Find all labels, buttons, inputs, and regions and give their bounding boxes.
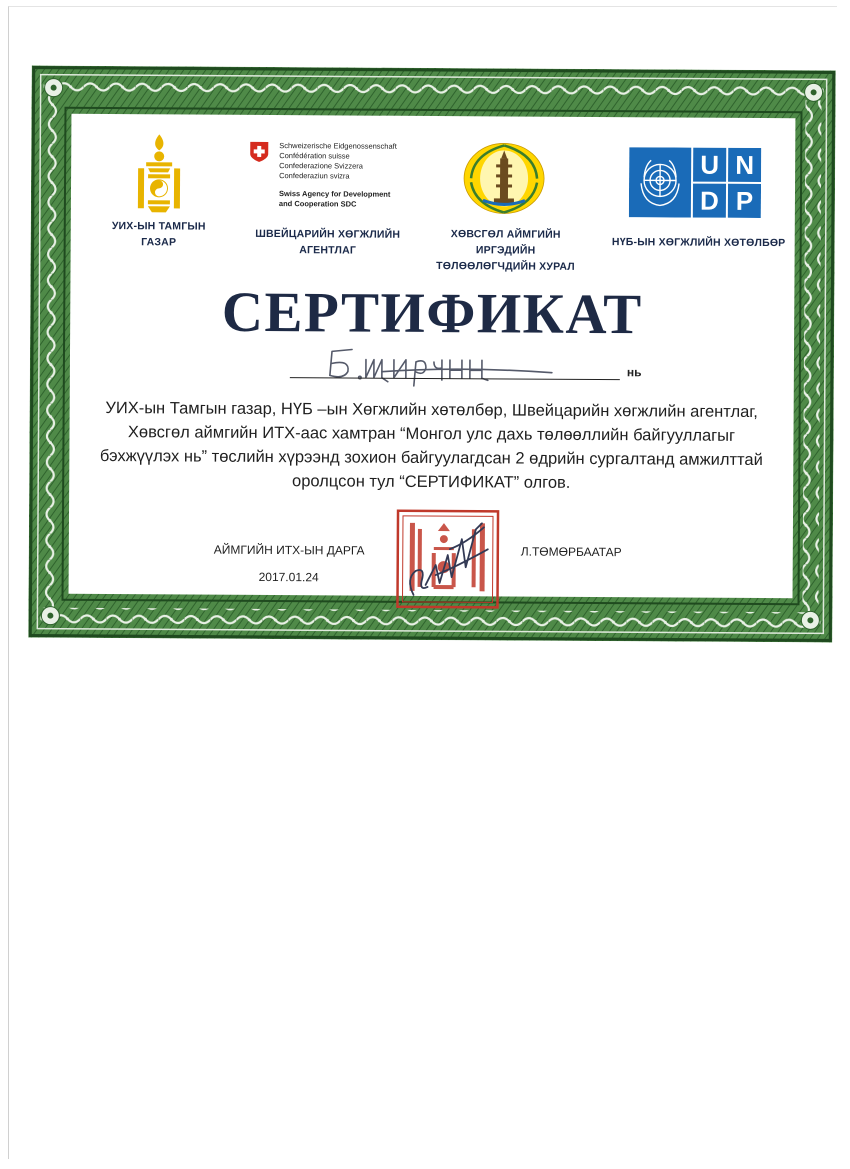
certificate-date: 2017.01.24 — [258, 569, 319, 585]
recipient-name-suffix: нь — [626, 365, 642, 380]
khuvsgul-emblem-icon — [461, 140, 547, 217]
org-label-line: ХӨВСГӨЛ АЙМГИЙН ИРГЭДИЙН — [450, 228, 561, 257]
sdc-name-line: Schweizerische Eidgenossenschaft — [279, 141, 397, 151]
undp-letter: P — [735, 185, 754, 216]
sdc-agency-line: and Cooperation SDC — [278, 199, 357, 209]
undp-letter: D — [699, 185, 719, 216]
org-label-parliament — [96, 218, 222, 251]
org-label-undp — [609, 234, 789, 251]
signatory-name: Л.ТӨМӨРБААТАР — [520, 544, 622, 560]
org-label-line: ТӨЛӨӨЛӨГЧДИЙН ХУРАЛ — [436, 260, 575, 273]
undp-letter: U — [700, 149, 720, 180]
org-label-line: УИХ-ЫН ТАМГЫН — [111, 220, 206, 233]
org-label-sdc — [253, 226, 403, 259]
swiss-flag-icon — [249, 141, 269, 163]
signatory-title: АЙМГИЙН ИТХ-ЫН ДАРГА — [213, 542, 365, 558]
certificate-title: СЕРТИФИКАТ — [221, 280, 643, 347]
org-label-line: ШВЕЙЦАРИЙН ХӨГЖЛИЙН — [255, 227, 401, 241]
undp-letter: N — [735, 149, 755, 180]
official-stamp-icon — [395, 509, 500, 610]
certificate-content — [69, 114, 796, 598]
sdc-name-line: Confédération suisse — [279, 151, 350, 161]
org-label-line: НҮБ-ЫН ХӨГЖЛИЙН ХӨТӨЛБӨР — [611, 236, 786, 250]
sdc-agency-line: Swiss Agency for Development — [278, 189, 391, 199]
org-label-khuvsgul — [425, 226, 585, 275]
certificate-body-text: УИХ-ын Тамгын газар, НҮБ –ын Хөгжлийн хөтөлбөр, Швейцарийн хөгжлийн агентлаг, Хөвсгөл аймгийн ИТХ-аас хамтран “Монгол улс дахь төлөөллийн байгууллагыг бэхжүүлэх нь” төслийн хүрээнд зохион байгуулагдсан 2 өдрийн сургалтанд амжилттай оролцсон тул “СЕРТИФИКАТ” олгов. — [99, 399, 763, 492]
sdc-confederation-names — [279, 141, 397, 182]
org-label-line: ГАЗАР — [141, 236, 177, 249]
certificate — [28, 66, 835, 643]
sdc-name-line: Confederazione Svizzera — [279, 161, 363, 171]
sdc-name-line: Confederaziun svizra — [279, 171, 350, 181]
sdc-agency-name — [279, 189, 391, 210]
soyombo-emblem-icon — [134, 132, 184, 214]
recipient-handwritten-name — [322, 345, 572, 389]
org-label-line: АГЕНТЛАГ — [299, 244, 357, 257]
